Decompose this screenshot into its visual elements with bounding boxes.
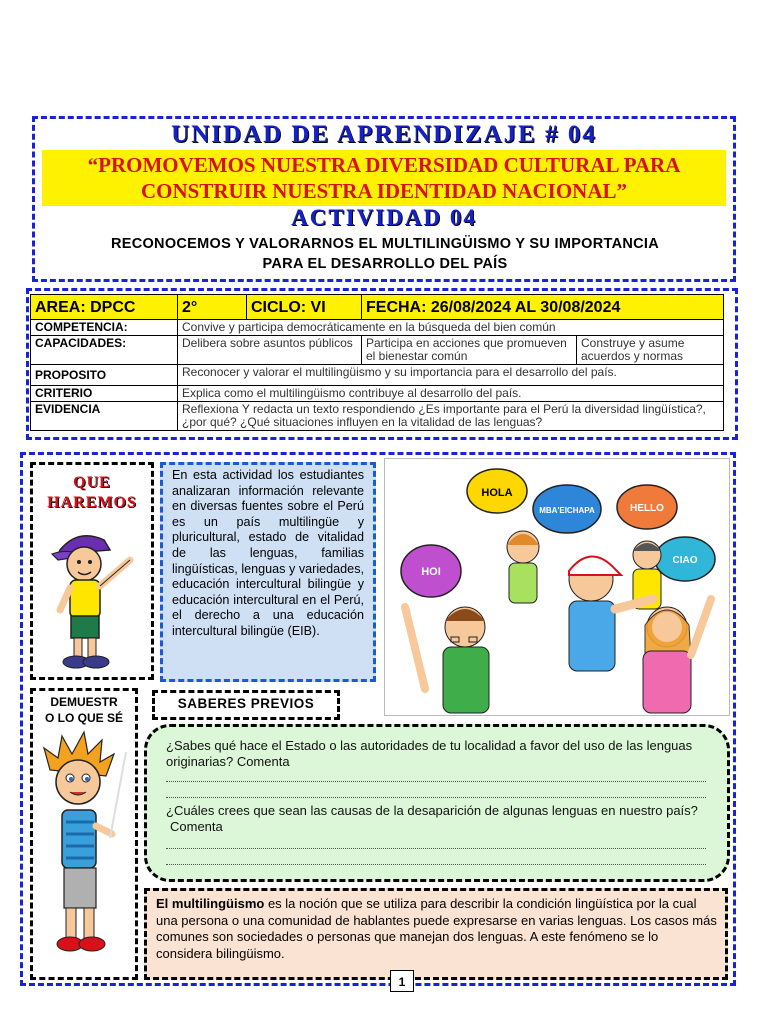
unit-theme-line-1: “PROMOVEMOS NUESTRA DIVERSIDAD CULTURAL PARA <box>87 153 681 177</box>
info-table <box>30 294 724 431</box>
competencia-row <box>31 320 724 336</box>
question-1: ¿Sabes qué hace el Estado o las autoridades de tu localidad a favor del uso de las lenguas originarias? Comenta <box>166 738 693 769</box>
bubble-ciao-text: CIAO <box>672 555 698 566</box>
evidencia-row <box>31 402 724 431</box>
activity-subtitle <box>40 234 730 274</box>
criterio-value: Explica como el multilingüismo contribuye al desarrollo del país. <box>178 386 724 402</box>
bubble-hola-text: HOLA <box>481 487 513 499</box>
bubble-hoi <box>401 545 461 597</box>
evidencia-value: Reflexiona Y redacta un texto respondiendo ¿Es importante para el Perú la diversidad lingüística?, ¿por qué? ¿Qué situaciones influyen en la vitalidad de las lenguas? <box>178 402 724 431</box>
actividad-title: ACTIVIDAD 04 <box>291 205 477 230</box>
grado-cell: 2° <box>178 295 247 320</box>
saberes-previos-title: SABERES PREVIOS <box>177 696 315 711</box>
info-header-row <box>31 295 724 320</box>
competencia-label: COMPETENCIA: <box>31 320 178 336</box>
ciclo-cell: CICLO: VI <box>247 295 362 320</box>
capacidad-3: Construye y asume acuerdos y normas <box>577 336 724 365</box>
answer-line-1b <box>166 797 706 798</box>
unit-theme-line-2: CONSTRUIR NUESTRA IDENTIDAD NACIONAL” <box>141 179 627 203</box>
boy-with-pointer-illustration <box>36 730 132 970</box>
page-number: 1 <box>390 970 414 992</box>
bubble-mbaeichapa-text: MBA'EICHAPA <box>539 506 595 515</box>
unidad-title: UNIDAD DE APRENDIZAJE # 04 <box>171 121 597 148</box>
demuestro-label <box>30 694 138 726</box>
fecha-cell: FECHA: 26/08/2024 AL 30/08/2024 <box>362 295 724 320</box>
area-cell: AREA: DPCC <box>31 295 178 320</box>
question-2: ¿Cuáles crees que sean las causas de la desaparición de algunas lenguas en nuestro país? <box>166 803 698 818</box>
bubble-hello-text: HELLO <box>630 503 664 514</box>
criterio-row <box>31 386 724 402</box>
evidencia-label: EVIDENCIA <box>31 402 178 431</box>
bubble-hoi-text: HOI <box>421 566 441 578</box>
capacidad-2: Participa en acciones que promueven el bienestar común <box>362 336 577 365</box>
bubble-hola <box>467 469 527 513</box>
criterio-label: CRITERIO <box>31 386 178 402</box>
bubble-mbaeichapa <box>533 485 601 533</box>
demuestro-line-2: O LO QUE SÉ <box>44 711 123 725</box>
capacidad-1: Delibera sobre asuntos públicos <box>178 336 362 365</box>
proposito-value: Reconocer y valorar el multilingüismo y su importancia para el desarrollo del país. <box>178 365 724 386</box>
capacidades-row <box>31 336 724 365</box>
activity-description-text: En esta actividad los estudiantes analizaran información relevante en diversas fuentes sobre el Perú es un país multilingüe y pluricultural, estado de vitalidad de las lenguas, familias lingüísticas, lenguas y variedades, educación intercultural bilingüe y educación intercultural en el Perú, el derecho a una educación intercultural bilingüe (EIB). <box>172 468 364 638</box>
pointing-boy-illustration <box>38 520 148 675</box>
proposito-row <box>31 365 724 386</box>
definition-term: El multilingüismo <box>156 896 265 911</box>
demuestro-line-1: DEMUESTR <box>50 695 118 709</box>
que-haremos-label <box>30 473 154 513</box>
question-2-comenta: Comenta <box>170 819 223 834</box>
activity-subtitle-line-2: PARA EL DESARROLLO DEL PAÍS <box>262 256 508 272</box>
bubble-ciao <box>655 537 715 581</box>
kids-speech-bubbles-image <box>385 459 731 717</box>
answer-line-2a <box>166 848 706 849</box>
definition-text <box>156 896 718 962</box>
competencia-value: Convive y participa democráticamente en la búsqueda del bien común <box>178 320 724 336</box>
que-haremos-line-2: HAREMOS <box>47 494 137 511</box>
multilingual-kids-illustration <box>384 458 730 716</box>
que-haremos-line-1: QUE <box>73 474 111 491</box>
definition-body: es la noción que se utiliza para describir la condición lingüística por la cual una persona o una comunidad de hablantes puede expresarse en varias lenguas. Los casos más comunes son sociedades o personas que manejan dos lenguas. A este fenómeno se lo considera bilingüismo. <box>156 896 717 961</box>
unit-theme-title <box>42 152 726 204</box>
proposito-label: PROPOSITO <box>31 365 178 386</box>
answer-line-1a <box>166 781 706 782</box>
capacidades-label: CAPACIDADES: <box>31 336 178 365</box>
answer-line-2b <box>166 864 706 865</box>
bubble-hello <box>617 485 677 529</box>
activity-subtitle-line-1: RECONOCEMOS Y VALORARNOS EL MULTILINGÜISMO Y SU IMPORTANCIA <box>110 236 660 252</box>
